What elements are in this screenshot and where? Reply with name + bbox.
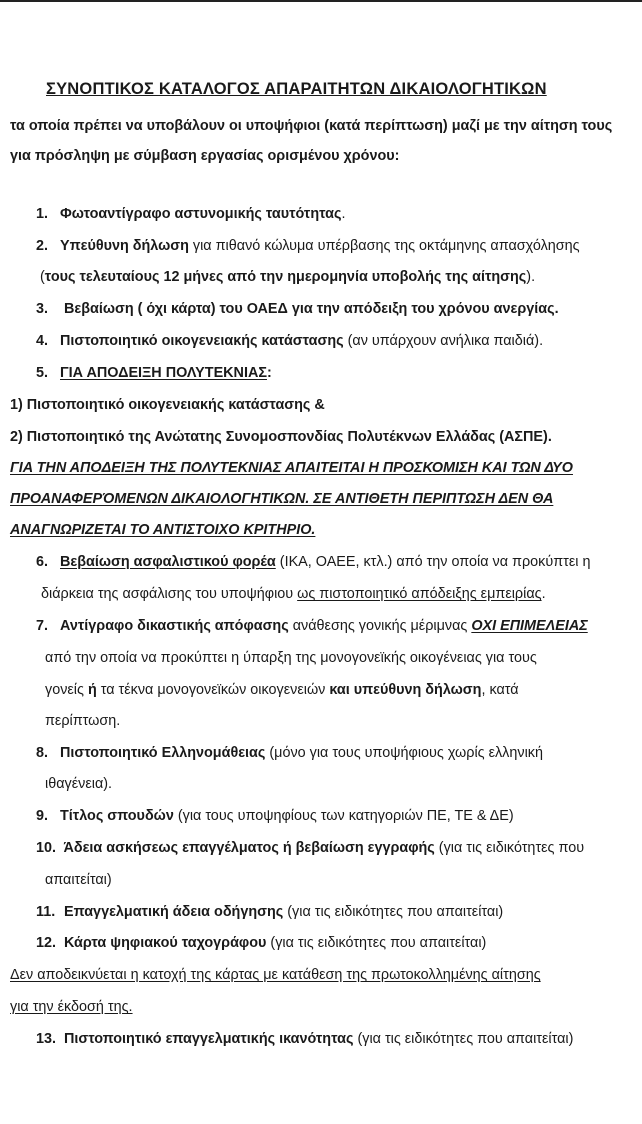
item-6-cont-text: διάρκεια της ασφάλισης του υποψήφιου: [41, 586, 298, 602]
item-8-line-2: ιθαγένεια).: [45, 776, 113, 792]
item-4: [36, 331, 543, 351]
item-3-title: Βεβαίωση ( όχι κάρτα) του ΟΑΕΔ για την απόδειξη του χρόνου ανεργίας.: [60, 301, 559, 317]
warning-line-3: ΑΝΑΓΝΩΡΙΖΕΤΑΙ ΤΟ ΑΝΤΙΣΤΟΙΧΟ ΚΡΙΤΗΡΙΟ.: [10, 522, 316, 538]
item-number: 8.: [36, 745, 49, 761]
item-9: [36, 806, 514, 826]
item-12-text: (για τις ειδικότητες που απαιτείται): [266, 935, 487, 951]
item-13: [36, 1029, 573, 1049]
paren-close: ).: [526, 269, 536, 285]
warning-line-1: ΓΙΑ ΤΗΝ ΑΠΟΔΕΙΞΗ ΤΗΣ ΠΟΛΥΤΕΚΝΙΑΣ ΑΠΑΙΤΕΙΤΑΙ Η ΠΡΟΣΚΟΜΙΣΗ ΚΑΙ ΤΩΝ ΔΥΟ: [10, 460, 573, 476]
item-11-title: Επαγγελματική άδεια οδήγησης: [60, 904, 284, 920]
experience-proof-link: ως πιστοποιητικό απόδειξης εμπειρίας: [297, 586, 542, 602]
item-6-text: (ΙΚΑ, ΟΑΕΕ, κτλ.) από την οποία να προκύπτει η: [275, 554, 591, 570]
intro-line-1: τα οποία πρέπει να υποβάλουν οι υποψήφιοι (κατά περίπτωση) μαζί με την αίτηση τους: [10, 118, 613, 134]
item-7-line-3: [45, 680, 519, 700]
item-9-title: Τίτλος σπουδών: [60, 808, 174, 824]
item-1: [36, 204, 346, 224]
item-6: [36, 552, 590, 572]
item-2-text: για πιθανό κώλυμα υπέρβασης της οκτάμηνης απασχόλησης: [188, 238, 580, 254]
item-6-cont-end: .: [541, 586, 546, 602]
item-10-title: Άδεια ασκήσεως επαγγέλματος ή βεβαίωση εγγραφής: [60, 840, 435, 856]
item-1-title: Φωτοαντίγραφο αστυνομικής ταυτότητας: [60, 206, 342, 222]
item-13-text: (για τις ειδικότητες που απαιτείται): [353, 1031, 574, 1047]
item-7-text: ανάθεσης γονικής μέριμνας: [288, 618, 472, 634]
document-title: ΣΥΝΟΠΤΙΚΟΣ ΚΑΤΑΛΟΓΟΣ ΑΠΑΡΑΙΤΗΤΩΝ ΔΙΚΑΙΟΛΟΓΗΤΙΚΩΝ: [46, 80, 547, 98]
item-7-or: ή: [87, 682, 97, 698]
item-12: [36, 933, 486, 953]
item-4-text: (αν υπάρχουν ανήλικα παιδιά).: [343, 333, 544, 349]
item-10: [36, 838, 584, 858]
warning-line-2: ΠΡΟΑΝΑΦΕΡΌΜΕΝΩΝ ΔΙΚΑΙΟΛΟΓΗΤΙΚΩΝ. ΣΕ ΑΝΤΙΘΕΤΗ ΠΕΡΙΠΤΩΣΗ ΔΕΝ ΘΑ: [10, 491, 554, 507]
item-number: 5.: [36, 365, 49, 381]
item-7-title: Αντίγραφο δικαστικής απόφασης: [60, 618, 289, 634]
item-11-text: (για τις ειδικότητες που απαιτείται): [283, 904, 504, 920]
item-5-colon: :: [266, 365, 272, 381]
item-number: 9.: [36, 808, 49, 824]
item-12-title: Κάρτα ψηφιακού ταχογράφου: [60, 935, 267, 951]
item-number: 6.: [36, 554, 49, 570]
item-8: [36, 743, 543, 763]
item-2-title: Υπεύθυνη δήλωση: [60, 238, 189, 254]
item-2-continuation: [40, 267, 535, 287]
item-7-l3a: γονείς: [45, 682, 88, 698]
note-line-2: για την έκδοσή της.: [10, 999, 133, 1015]
item-7-line-4: περίπτωση.: [45, 713, 121, 729]
item-number: 2.: [36, 238, 49, 254]
sub-item-1: 1) Πιστοποιητικό οικογενειακής κατάστασης &: [10, 397, 325, 413]
item-number: 4.: [36, 333, 49, 349]
item-7-line-2: από την οποία να προκύπτει η ύπαρξη της μονογονεϊκής οικογένειας για τους: [45, 650, 537, 666]
item-8-title: Πιστοποιητικό Ελληνομάθειας: [60, 745, 266, 761]
item-5: [36, 363, 272, 383]
item-6-continuation: [41, 584, 546, 604]
sub-item-2: 2) Πιστοποιητικό της Ανώτατης Συνομοσπονδίας Πολυτέκνων Ελλάδας (ΑΣΠΕ).: [10, 429, 552, 445]
item-7-l3c: τα τέκνα μονογονεϊκών οικογενειών: [96, 682, 330, 698]
item-3: [36, 299, 559, 319]
item-7-declaration: και υπεύθυνη δήλωση: [329, 682, 482, 698]
item-number: 11.: [36, 904, 56, 920]
item-9-text: (για τους υποψηφίους των κατηγοριών ΠΕ, ΤΕ & ΔΕ): [173, 808, 514, 824]
item-7-emphasis: ΟΧΙ ΕΠΙΜΕΛΕΙΑΣ: [471, 618, 588, 634]
intro-line-2: για πρόσληψη με σύμβαση εργασίας ορισμένου χρόνου:: [10, 148, 400, 164]
item-2: [36, 236, 580, 256]
item-10-line-2: απαιτείται): [45, 872, 112, 888]
item-number: 12.: [36, 935, 57, 951]
item-7: [36, 616, 588, 636]
item-2-period: τους τελευταίους 12 μήνες από την ημερομηνία υποβολής της αίτησης: [44, 269, 527, 285]
item-5-title: ΓΙΑ ΑΠΟΔΕΙΞΗ ΠΟΛΥΤΕΚΝΙΑΣ: [60, 365, 267, 381]
item-1-text: .: [341, 206, 346, 222]
item-number: 7.: [36, 618, 49, 634]
item-number: 1.: [36, 206, 49, 222]
item-number: 3.: [36, 301, 49, 317]
paren-open: (: [40, 269, 45, 285]
item-10-text: (για τις ειδικότητες που: [434, 840, 585, 856]
note-line-1: Δεν αποδεικνύεται η κατοχή της κάρτας με κατάθεση της πρωτοκολλημένης αίτησης: [10, 967, 541, 983]
item-6-title: Βεβαίωση ασφαλιστικού φορέα: [60, 554, 276, 570]
item-8-text: (μόνο για τους υποψήφιους χωρίς ελληνική: [265, 745, 543, 761]
item-4-title: Πιστοποιητικό οικογενειακής κατάστασης: [60, 333, 344, 349]
item-number: 13.: [36, 1031, 57, 1047]
item-11: [36, 902, 503, 922]
item-7-l3e: , κατά: [481, 682, 519, 698]
item-number: 10.: [36, 840, 57, 856]
top-border: [0, 0, 642, 2]
item-13-title: Πιστοποιητικό επαγγελματικής ικανότητας: [60, 1031, 354, 1047]
